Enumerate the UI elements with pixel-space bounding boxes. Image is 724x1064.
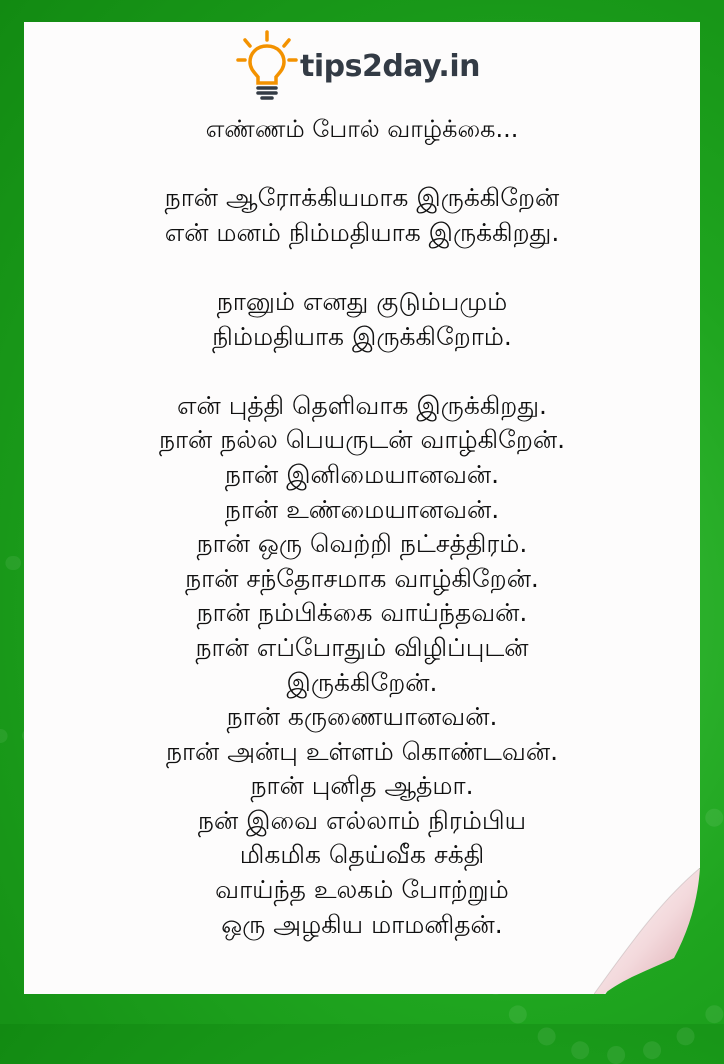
poem-line: நன் இவை எல்லாம் நிரம்பிய: [197, 805, 527, 835]
poem-line: நிம்மதியாக இருக்கிறோம்.: [212, 321, 512, 351]
poem-line: நானும் எனது குடும்பமும்: [216, 286, 508, 316]
site-logo[interactable]: [236, 26, 496, 106]
poem-line: நான் உண்மையானவன்.: [224, 494, 500, 524]
poem-line: மிகமிக தெய்வீக சக்தி: [239, 840, 485, 870]
poem-line: நான் அன்பு உள்ளம் கொண்டவன்.: [165, 736, 559, 766]
poem-line: நான் ஒரு வெற்றி நட்சத்திரம்.: [196, 529, 528, 559]
poem-line: நான் நம்பிக்கை வாய்ந்தவன்.: [196, 598, 528, 628]
stanza-gap: [24, 147, 700, 182]
poem-body: [24, 112, 700, 942]
poem-line: நான் ஆரோக்கியமாக இருக்கிறேன்: [164, 183, 560, 213]
logo-text: tips2day.in: [300, 48, 480, 84]
poem-line: வாய்ந்த உலகம் போற்றும்: [215, 875, 509, 905]
poem-line: நான் சந்தோசமாக வாழ்கிறேன்.: [185, 563, 539, 593]
poem-line: என் புத்தி தெளிவாக இருக்கிறது.: [177, 390, 547, 420]
poem-line: நான் இனிமையானவன்.: [224, 459, 500, 489]
poem-line: நான் கருணையானவன்.: [226, 702, 498, 732]
poem-line: நான் எப்போதும் விழிப்புடன்: [195, 632, 529, 662]
stanza-gap: [24, 250, 700, 285]
lightbulb-icon: [236, 29, 298, 103]
poem-line: என் மனம் நிம்மதியாக இருக்கிறது.: [164, 217, 560, 247]
stanza-gap: [24, 354, 700, 389]
poem-line: நான் நல்ல பெயருடன் வாழ்கிறேன்.: [158, 425, 566, 455]
poem-title: எண்ணம் போல் வாழ்க்கை...: [205, 115, 519, 143]
poem-line: நான் புனித ஆத்மா.: [250, 771, 474, 801]
poem-line: இருக்கிறேன்.: [286, 667, 438, 697]
poem-line: ஒரு அழகிய மாமனிதன்.: [221, 909, 503, 939]
